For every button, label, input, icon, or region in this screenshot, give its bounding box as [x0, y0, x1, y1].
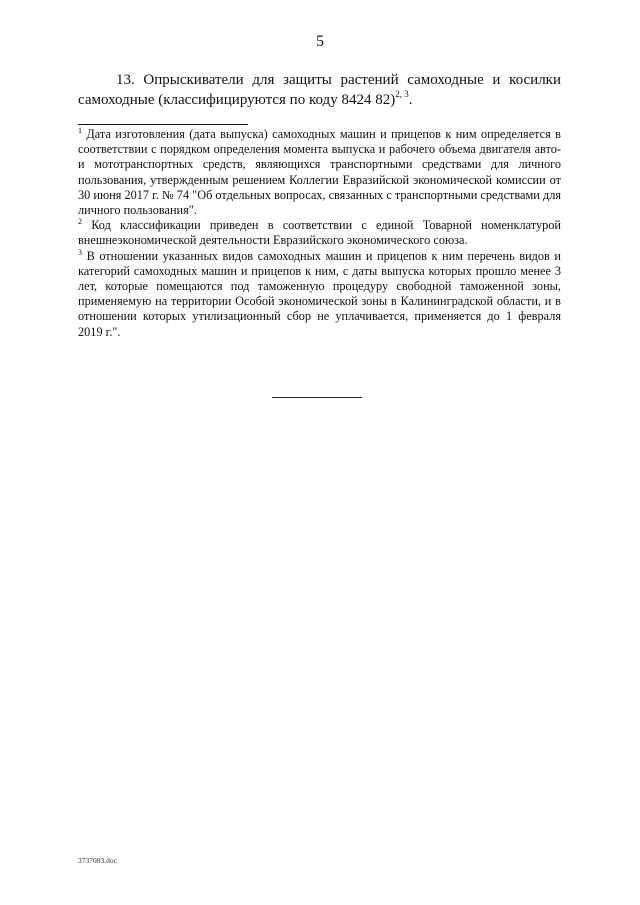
footnote-text: Дата изготовления (дата выпуска) самоходных машин и прицепов к ним определяется в соответствии с порядком определения момента выпуска и рабочего объема двигателя авто- и мототранспортных средств, являющихся транспортными средствами для личного пользования, утвержденным решением Коллегии Евразийской экономической комиссии от 30 июня 2017 г. № 74 "Об отдельных вопросах, связанных с транспортными средствами для личного пользования".: [78, 127, 561, 218]
footnote-text: В отношении указанных видов самоходных машин и прицепов к ним перечень видов и категорий самоходных машин и прицепов к ним, с даты выпуска которых прошло менее 3 лет, которые помещаются под таможенную процедуру свободной таможенной зоны, применяемую на территории Особой экономической зоны в Калининградской области, и в отношении которых утилизационный сбор не уплачивается, применяется до 1 февраля 2019 г.".: [78, 248, 561, 339]
end-separator: [272, 397, 362, 398]
item-tail: .: [408, 92, 413, 108]
footnote-separator: [78, 124, 248, 125]
footnote-3: [78, 249, 561, 340]
footnote-mark: 3: [78, 247, 82, 257]
footnotes: [78, 127, 561, 340]
footnote-2: [78, 218, 561, 248]
footnote-text: Код классификации приведен в соответствии с единой Товарной номенклатурой внешнеэкономической деятельности Евразийского экономического союза.: [78, 218, 561, 248]
document-id: 3737083.doc: [78, 856, 117, 865]
footnote-mark: 2: [78, 217, 82, 227]
footnote-1: [78, 127, 561, 218]
list-item-13: [78, 70, 561, 110]
item-text: 13. Опрыскиватели для защиты растений самоходные и косилки самоходные (классифицируются по коду 8424 82): [78, 72, 561, 108]
footnote-mark: 1: [78, 126, 82, 135]
footnote-reference: 2, 3: [395, 89, 409, 99]
page-number: 5: [316, 33, 324, 50]
